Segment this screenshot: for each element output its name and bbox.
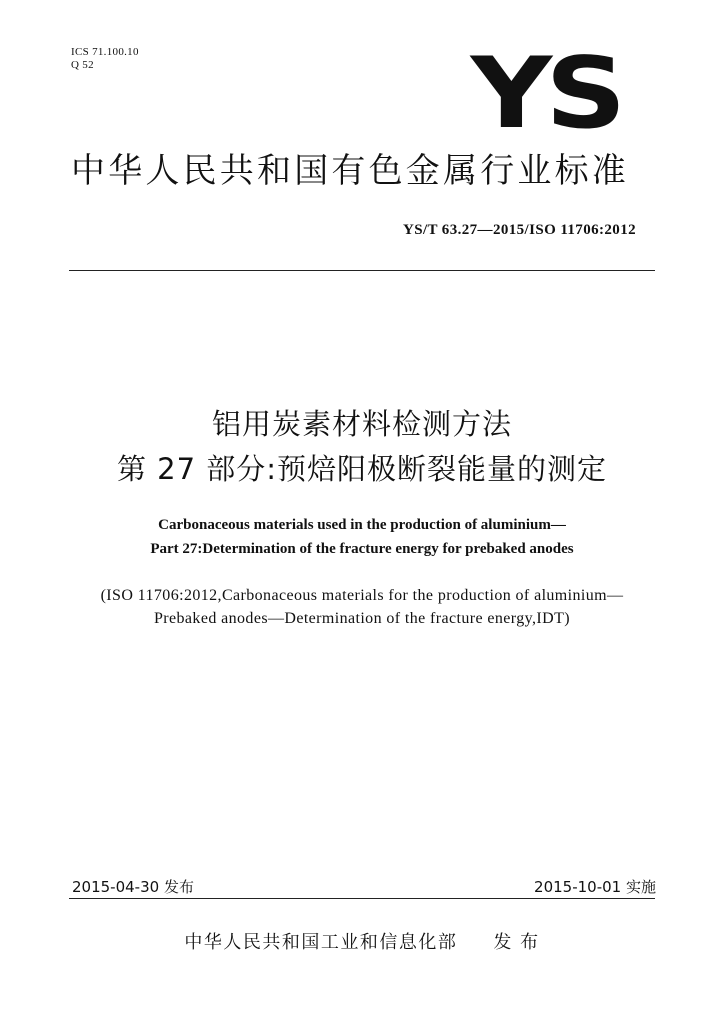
issuer-action: 发 布	[493, 932, 540, 953]
issuer-name: 中华人民共和国工业和信息化部	[184, 932, 458, 953]
standard-number: YS/T 63.27—2015/ISO 11706:2012	[402, 222, 636, 238]
implementation-date: 2015-10-01 实施	[534, 878, 656, 896]
ys-logo: YS	[471, 37, 620, 151]
organization-title: 中华人民共和国有色金属行业标准	[71, 151, 629, 191]
issuer	[0, 931, 724, 955]
title-en-line2: Part 27:Determination of the fracture energy for prebaked anodes	[150, 541, 574, 557]
title-cn-line1: 铝用炭素材料检测方法	[211, 407, 512, 441]
ccs-code: Q 52	[71, 59, 94, 71]
iso-reference-line2: Prebaked anodes—Determination of the fracture energy,IDT)	[154, 610, 570, 627]
title-en-line1: Carbonaceous materials used in the production of aluminium—	[158, 517, 566, 533]
header-divider	[69, 270, 655, 271]
iso-reference-line1: (ISO 11706:2012,Carbonaceous materials for the production of aluminium—	[100, 587, 624, 604]
title-cn-line2: 第 27 部分:预焙阳极断裂能量的测定	[116, 452, 608, 486]
ics-code: ICS 71.100.10	[71, 46, 139, 58]
release-date: 2015-04-30 发布	[72, 878, 194, 896]
classification-codes	[71, 46, 139, 72]
footer-divider	[69, 898, 655, 899]
